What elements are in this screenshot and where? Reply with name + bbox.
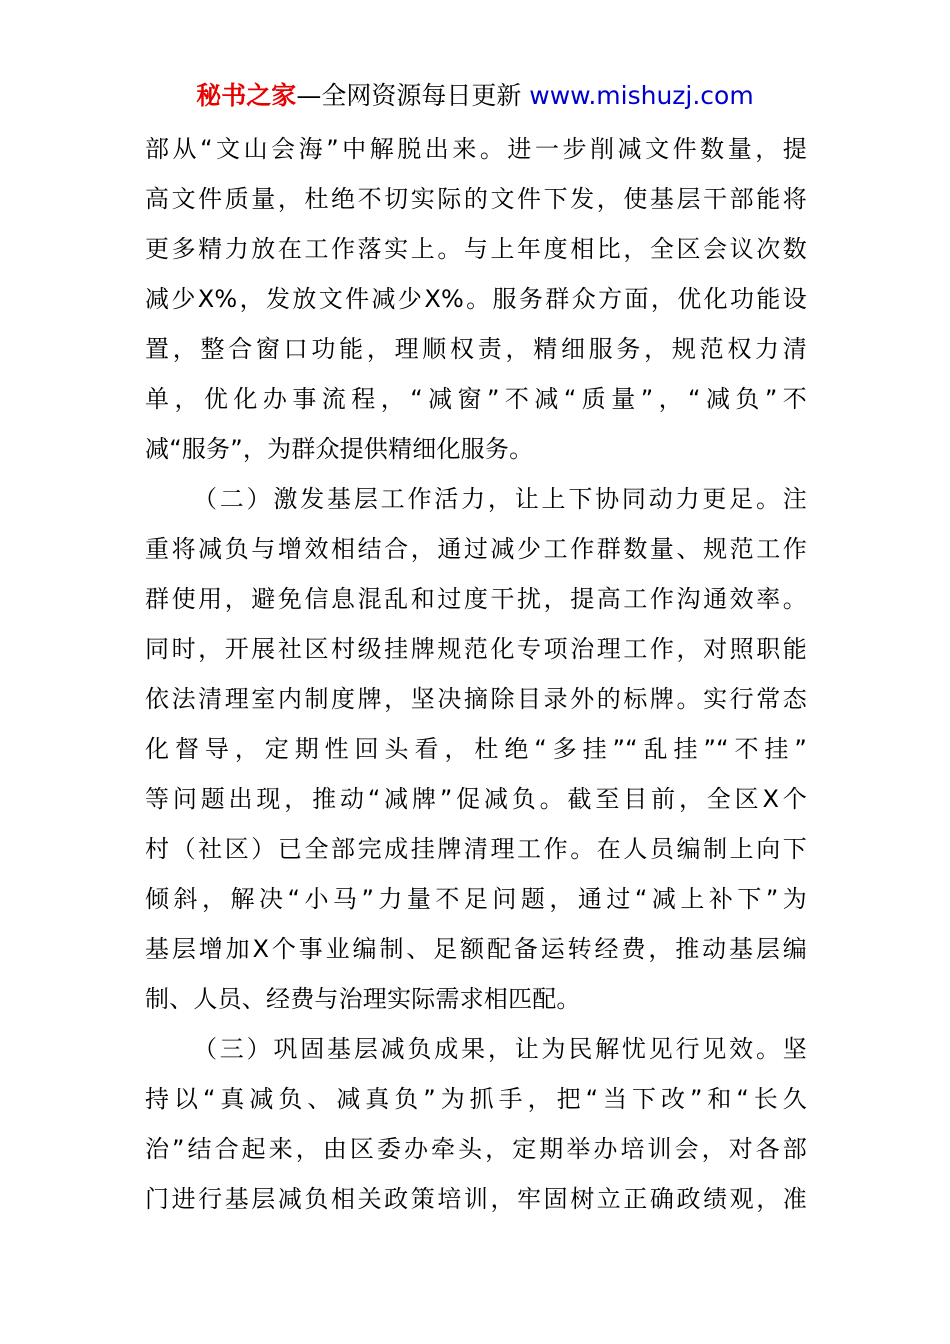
text-line: （二）激发基层工作活力，让上下协同动力更足。注 xyxy=(193,485,807,513)
text-line: 单，优化办事流程，“减窗”不减“质量”，“减负”不 xyxy=(145,385,807,413)
text-line: 减少X%，发放文件减少X%。服务群众方面，优化功能设 xyxy=(145,285,807,313)
header-url-link[interactable]: www.mishuzj.com xyxy=(529,81,754,110)
header-brand: 秘书之家 xyxy=(196,81,297,110)
text-line: 倾斜，解决“小马”力量不足问题，通过“减上补下”为 xyxy=(145,885,807,913)
header-tagline: —全网资源每日更新 xyxy=(296,81,522,110)
text-line: 置，整合窗口功能，理顺权责，精细服务，规范权力清 xyxy=(145,335,807,363)
text-line: 高文件质量，杜绝不切实际的文件下发，使基层干部能将 xyxy=(145,185,807,213)
text-line: 基层增加X个事业编制、足额配备运转经费，推动基层编 xyxy=(145,935,807,963)
text-line: 持以“真减负、减真负”为抓手，把“当下改”和“长久 xyxy=(145,1085,807,1113)
text-line: 治”结合起来，由区委办牵头，定期举办培训会，对各部 xyxy=(145,1135,807,1163)
text-line: 减“服务”，为群众提供精细化服务。 xyxy=(145,435,534,463)
text-line: 等问题出现，推动“减牌”促减负。截至目前，全区X个 xyxy=(145,785,807,813)
page-header xyxy=(0,78,950,114)
text-line: 群使用，避免信息混乱和过度干扰，提高工作沟通效率。 xyxy=(145,585,807,613)
text-line: 门进行基层减负相关政策培训，牢固树立正确政绩观，准 xyxy=(145,1185,807,1213)
text-line: 依法清理室内制度牌，坚决摘除目录外的标牌。实行常态 xyxy=(145,685,807,713)
text-line: 村（社区）已全部完成挂牌清理工作。在人员编制上向下 xyxy=(145,835,807,863)
document-body xyxy=(145,124,807,1224)
text-line: 制、人员、经费与治理实际需求相匹配。 xyxy=(145,985,581,1013)
text-line: （三）巩固基层减负成果，让为民解忧见行见效。坚 xyxy=(193,1035,807,1063)
text-line: 更多精力放在工作落实上。与上年度相比，全区会议次数 xyxy=(145,235,807,263)
text-line: 部从“文山会海”中解脱出来。进一步削减文件数量，提 xyxy=(145,135,807,163)
text-line: 重将减负与增效相结合，通过减少工作群数量、规范工作 xyxy=(145,535,807,563)
text-line: 同时，开展社区村级挂牌规范化专项治理工作，对照职能 xyxy=(145,635,807,663)
text-line: 化督导，定期性回头看，杜绝“多挂”“乱挂”“不挂” xyxy=(145,735,807,763)
